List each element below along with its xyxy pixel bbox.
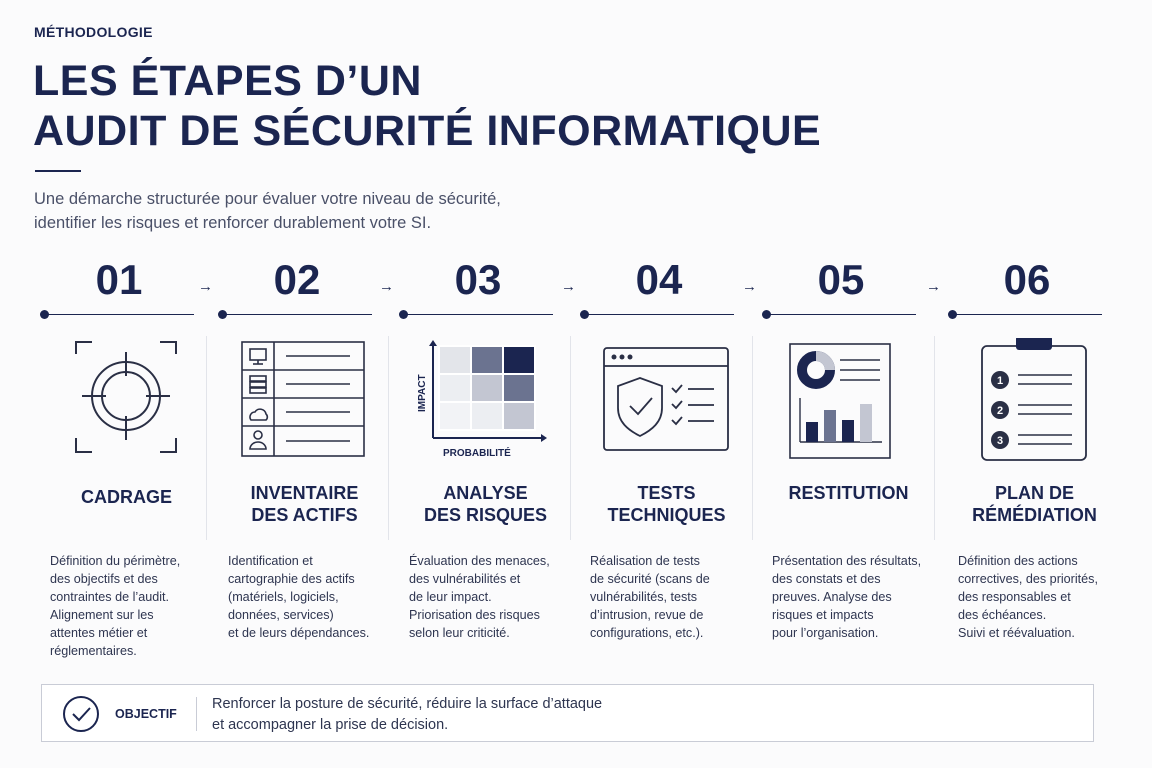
step-description: Identification et cartographie des actifs (matériels, logiciels, données, services) et de leurs dépendances. — [228, 554, 370, 640]
list-number: 2 — [996, 405, 1004, 417]
clipboard-plan-icon — [964, 338, 1104, 468]
objective-label: OBJECTIF — [115, 707, 177, 721]
timeline-dot — [399, 310, 408, 319]
list-number: 3 — [996, 435, 1004, 447]
title-line-1: LES ÉTAPES D’UN — [33, 57, 422, 105]
step-description: Évaluation des menaces, des vulnérabilités et de leur impact. Priorisation des risques selon leur criticité. — [409, 554, 550, 640]
timeline-dot — [218, 310, 227, 319]
timeline-dot — [40, 310, 49, 319]
timeline-dot — [948, 310, 957, 319]
arrow-icon: → — [561, 278, 576, 295]
step-title: RESTITUTION — [788, 483, 909, 503]
subtitle-line-1: Une démarche structurée pour évaluer votre niveau de sécurité, — [34, 190, 501, 208]
arrow-icon: → — [742, 278, 757, 295]
step-title: ANALYSE DES RISQUES — [423, 483, 548, 525]
timeline-line — [222, 314, 372, 315]
page-title — [33, 56, 821, 156]
matrix-y-label: IMPACT — [417, 374, 428, 412]
step-description: Présentation des résultats, des constats et des preuves. Analyse des risques et impacts pour l’organisation. — [772, 554, 922, 640]
objective-text: Renforcer la posture de sécurité, réduire la surface d’attaque et accompagner la prise de décision. — [212, 696, 603, 733]
step-title: INVENTAIRE DES ACTIFS — [250, 483, 359, 525]
risk-matrix-icon — [415, 338, 555, 468]
step-1 — [44, 256, 220, 666]
timeline-line — [952, 314, 1102, 315]
timeline-line — [584, 314, 734, 315]
step-number: 02 — [273, 256, 321, 303]
objective-divider — [196, 697, 197, 731]
timeline-line — [403, 314, 553, 315]
asset-list-icon — [234, 338, 374, 468]
step-number: 05 — [817, 256, 865, 303]
step-description: Réalisation de tests de sécurité (scans de vulnérabilités, tests d’intrusion, revue de configurations, etc.). — [590, 554, 710, 640]
objective-box — [41, 684, 1094, 742]
report-chart-icon — [778, 338, 918, 468]
timeline-dot — [580, 310, 589, 319]
step-6 — [952, 256, 1128, 666]
arrow-icon: → — [198, 278, 213, 295]
subtitle-line-2: identifier les risques et renforcer durablement votre SI. — [34, 214, 432, 232]
step-4 — [584, 256, 760, 666]
matrix-x-label: PROBABILITÉ — [443, 448, 511, 459]
kicker: MÉTHODOLOGIE — [34, 24, 153, 40]
step-description: Définition du périmètre, des objectifs et des contraintes de l’audit. Alignement sur les attentes métier et réglementaires. — [50, 554, 181, 658]
step-number: 04 — [635, 256, 683, 303]
step-title: CADRAGE — [80, 487, 172, 507]
timeline-line — [44, 314, 194, 315]
title-underline — [35, 170, 81, 172]
step-number: 01 — [95, 256, 143, 303]
step-description: Définition des actions correctives, des priorités, des responsables et des échéances. Suivi et réévaluation. — [958, 554, 1098, 640]
step-2 — [222, 256, 398, 666]
step-3 — [403, 256, 579, 666]
title-line-2: AUDIT DE SÉCURITÉ INFORMATIQUE — [33, 107, 822, 155]
timeline-dot — [762, 310, 771, 319]
target-icon — [56, 338, 196, 468]
arrow-icon: → — [379, 278, 394, 295]
list-number: 1 — [996, 375, 1004, 387]
step-title: TESTS TECHNIQUES — [607, 483, 726, 525]
step-number: 03 — [454, 256, 502, 303]
timeline-line — [766, 314, 916, 315]
subtitle — [34, 187, 594, 235]
check-circle-icon — [62, 695, 100, 733]
step-title: PLAN DE RÉMÉDIATION — [972, 483, 1097, 525]
shield-check-window-icon — [596, 338, 736, 468]
arrow-icon: → — [926, 278, 941, 295]
step-number: 06 — [1003, 256, 1051, 303]
step-5 — [766, 256, 942, 666]
